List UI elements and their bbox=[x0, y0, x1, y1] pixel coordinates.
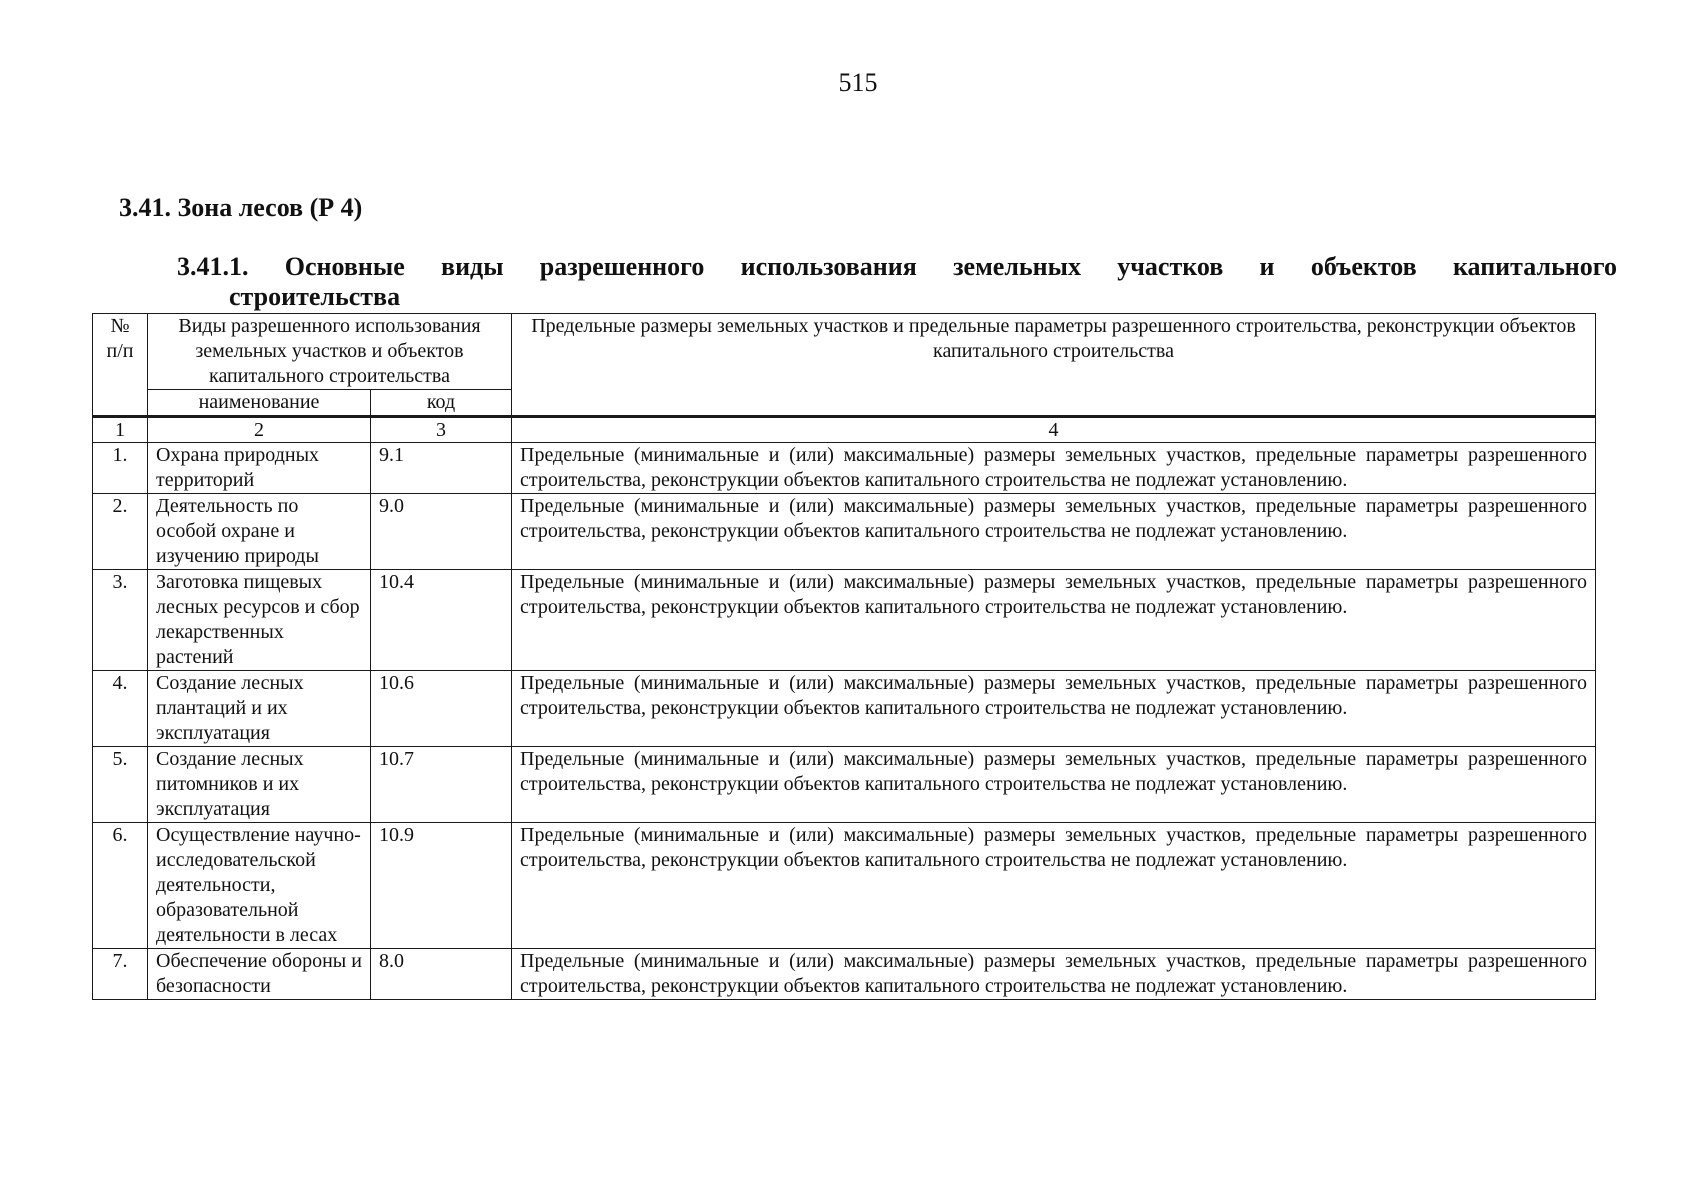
table-row bbox=[93, 747, 1596, 823]
column-number: 1 bbox=[93, 417, 148, 443]
sub-title-word: виды bbox=[441, 252, 504, 281]
table-row bbox=[93, 443, 1596, 494]
sub-title-word: участков bbox=[1117, 252, 1224, 281]
page-number: 515 bbox=[838, 68, 878, 97]
sub-title-line2: строительства bbox=[229, 282, 401, 311]
table-row bbox=[93, 823, 1596, 949]
table-row bbox=[93, 949, 1596, 1000]
row-num: 2. bbox=[93, 494, 148, 570]
row-name: Создание лесных плантаций и их эксплуатация bbox=[148, 671, 371, 747]
row-code: 10.7 bbox=[371, 747, 512, 823]
row-code: 8.0 bbox=[371, 949, 512, 1000]
sub-title-word: и bbox=[1259, 252, 1275, 281]
row-num: 6. bbox=[93, 823, 148, 949]
row-params: Предельные (минимальные и (или) максимальные) размеры земельных участков, предельные параметры разрешенного строительства, реконструкции объектов капитального строительства не подлежат установлению. bbox=[512, 823, 1596, 949]
sub-title-word: Основные bbox=[284, 252, 405, 281]
header-num: № п/п bbox=[93, 314, 148, 417]
column-number: 4 bbox=[512, 417, 1596, 443]
sub-title-word: капитального bbox=[1452, 252, 1617, 281]
row-num: 1. bbox=[93, 443, 148, 494]
row-name: Обеспечение обороны и безопасности bbox=[148, 949, 371, 1000]
row-params: Предельные (минимальные и (или) максимальные) размеры земельных участков, предельные параметры разрешенного строительства, реконструкции объектов капитального строительства не подлежат установлению. bbox=[512, 494, 1596, 570]
row-params: Предельные (минимальные и (или) максимальные) размеры земельных участков, предельные параметры разрешенного строительства, реконструкции объектов капитального строительства не подлежат установлению. bbox=[512, 671, 1596, 747]
row-params: Предельные (минимальные и (или) максимальные) размеры земельных участков, предельные параметры разрешенного строительства, реконструкции объектов капитального строительства не подлежат установлению. bbox=[512, 570, 1596, 671]
row-code: 9.0 bbox=[371, 494, 512, 570]
row-code: 10.6 bbox=[371, 671, 512, 747]
table-row bbox=[93, 671, 1596, 747]
row-params: Предельные (минимальные и (или) максимальные) размеры земельных участков, предельные параметры разрешенного строительства, реконструкции объектов капитального строительства не подлежат установлению. bbox=[512, 443, 1596, 494]
sub-title-word: разрешенного bbox=[539, 252, 705, 281]
sub-title bbox=[177, 252, 1617, 312]
row-name: Осуществление научно-исследовательской деятельности, образовательной деятельности в лесах bbox=[148, 823, 371, 949]
column-number: 3 bbox=[371, 417, 512, 443]
row-num: 3. bbox=[93, 570, 148, 671]
table-row bbox=[93, 494, 1596, 570]
sub-title-word: использования bbox=[740, 252, 917, 281]
sub-title-word: объектов bbox=[1310, 252, 1417, 281]
sub-title-number: 3.41.1. bbox=[177, 252, 249, 281]
row-params: Предельные (минимальные и (или) максимальные) размеры земельных участков, предельные параметры разрешенного строительства, реконструкции объектов капитального строительства не подлежат установлению. bbox=[512, 949, 1596, 1000]
row-params: Предельные (минимальные и (или) максимальные) размеры земельных участков, предельные параметры разрешенного строительства, реконструкции объектов капитального строительства не подлежат установлению. bbox=[512, 747, 1596, 823]
row-num: 7. bbox=[93, 949, 148, 1000]
row-num: 4. bbox=[93, 671, 148, 747]
row-name: Создание лесных питомников и их эксплуатация bbox=[148, 747, 371, 823]
zoning-table bbox=[92, 313, 1596, 1000]
row-num: 5. bbox=[93, 747, 148, 823]
column-numbers-row bbox=[93, 417, 1596, 443]
row-code: 9.1 bbox=[371, 443, 512, 494]
row-code: 10.4 bbox=[371, 570, 512, 671]
sub-title-word: земельных bbox=[953, 252, 1081, 281]
table-row bbox=[93, 570, 1596, 671]
row-name: Деятельность по особой охране и изучению природы bbox=[148, 494, 371, 570]
table-header-row bbox=[93, 314, 1596, 390]
header-code: код bbox=[371, 390, 512, 417]
header-params: Предельные размеры земельных участков и предельные параметры разрешенного строительства, реконструкции объектов капитального строительства bbox=[512, 314, 1596, 417]
column-number: 2 bbox=[148, 417, 371, 443]
row-name: Охрана природных территорий bbox=[148, 443, 371, 494]
row-name: Заготовка пищевых лесных ресурсов и сбор лекарственных растений bbox=[148, 570, 371, 671]
header-types: Виды разрешенного использования земельных участков и объектов капитального строительства bbox=[148, 314, 512, 390]
header-name: наименование bbox=[148, 390, 371, 417]
row-code: 10.9 bbox=[371, 823, 512, 949]
section-title: 3.41. Зона лесов (Р 4) bbox=[119, 193, 363, 222]
sub-title-line1 bbox=[177, 252, 1617, 282]
